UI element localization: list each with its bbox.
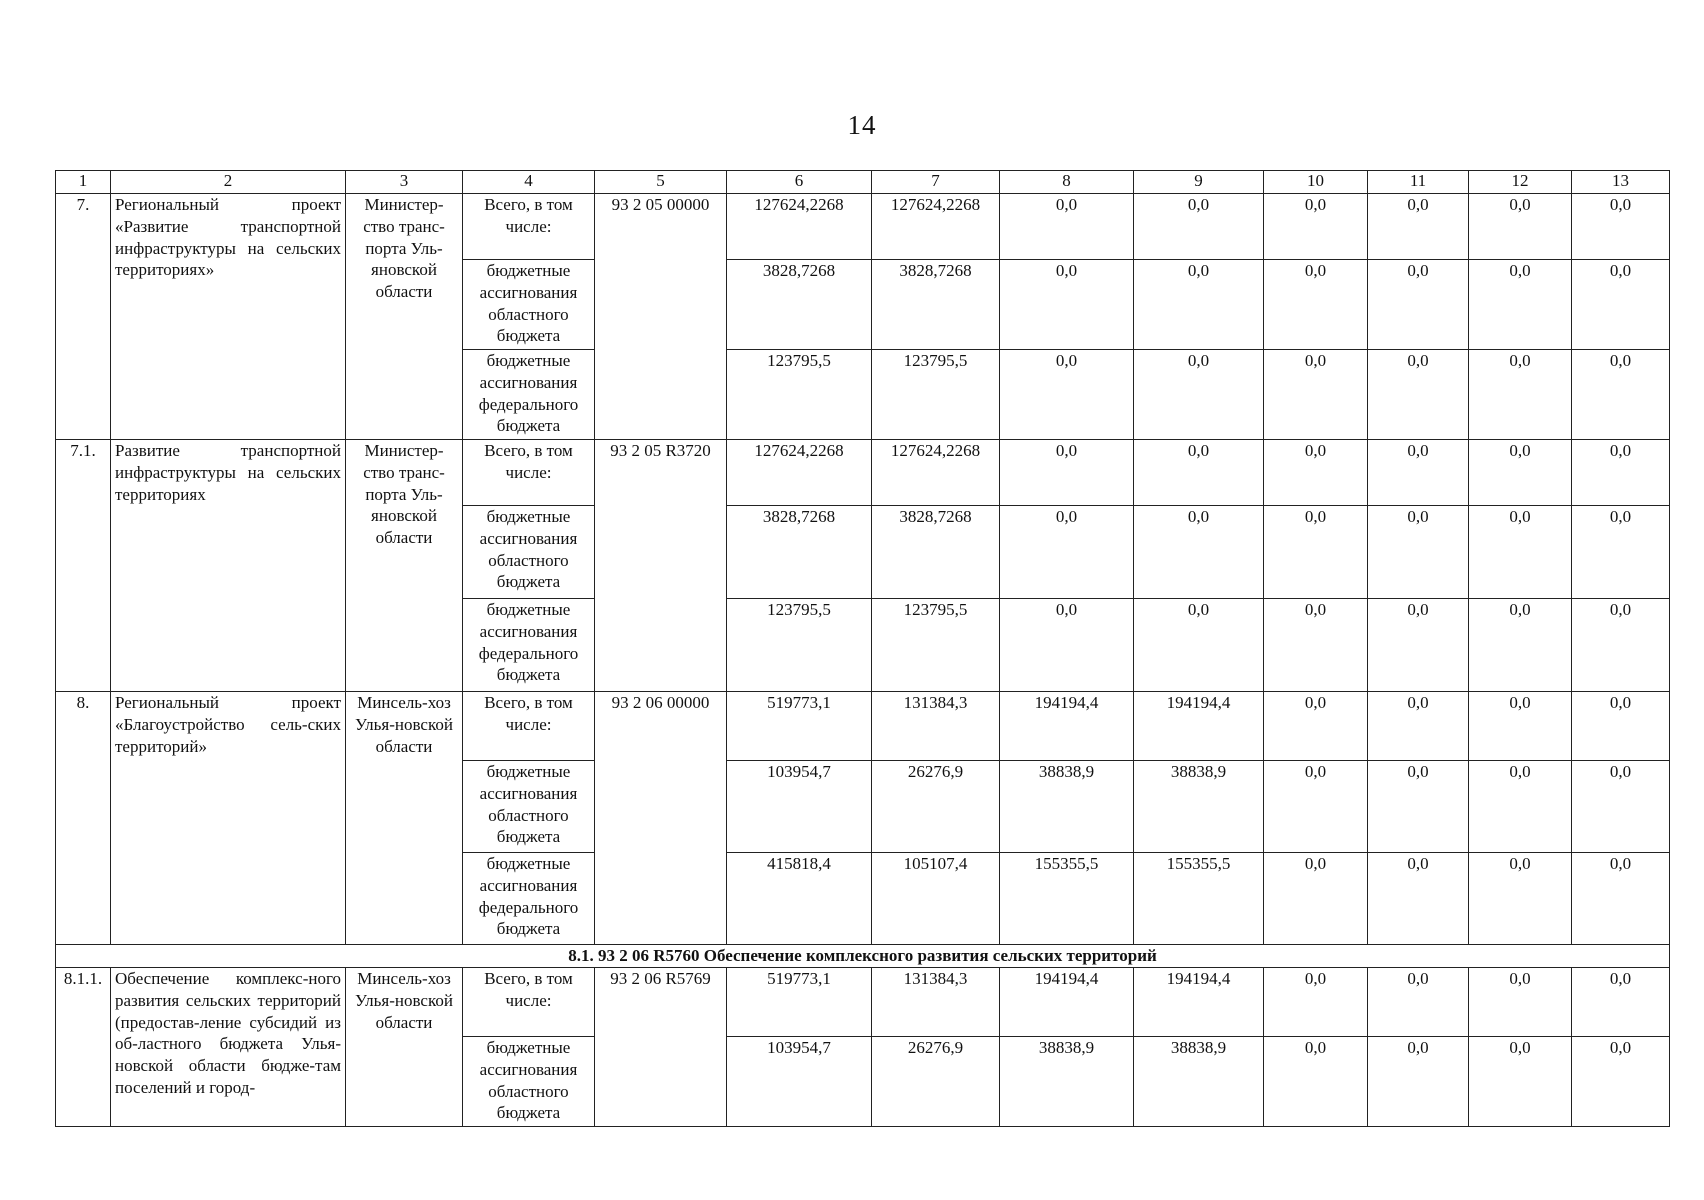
- value-cell: 0,0: [1572, 761, 1670, 853]
- value-cell: 0,0: [1264, 599, 1368, 692]
- value-cell: 127624,2268: [872, 440, 1000, 506]
- value-cell: 0,0: [1572, 968, 1670, 1037]
- row-kind: Всего, в том числе:: [463, 194, 595, 260]
- value-cell: 131384,3: [872, 968, 1000, 1037]
- value-cell: 519773,1: [727, 968, 872, 1037]
- value-cell: 0,0: [1000, 506, 1134, 599]
- row-kind: бюджетные ассигнования областного бюджета: [463, 1037, 595, 1127]
- value-cell: 0,0: [1469, 440, 1572, 506]
- value-cell: 103954,7: [727, 1037, 872, 1127]
- value-cell: 3828,7268: [872, 260, 1000, 350]
- value-cell: 155355,5: [1134, 853, 1264, 945]
- row-kind: бюджетные ассигнования областного бюджета: [463, 761, 595, 853]
- column-header: 1: [56, 171, 111, 194]
- value-cell: 194194,4: [1134, 968, 1264, 1037]
- value-cell: 0,0: [1134, 194, 1264, 260]
- row-name: Обеспечение комплекс-ного развития сельских территорий (предостав-ление субсидий из об-ластного бюджета Улья-новской области бюдже-там поселений и город-: [111, 968, 346, 1127]
- value-cell: 0,0: [1264, 692, 1368, 761]
- row-number: 7.1.: [56, 440, 111, 692]
- value-cell: 155355,5: [1000, 853, 1134, 945]
- value-cell: 0,0: [1572, 692, 1670, 761]
- row-kind: Всего, в том числе:: [463, 692, 595, 761]
- row-number: 8.: [56, 692, 111, 945]
- value-cell: 26276,9: [872, 761, 1000, 853]
- value-cell: 3828,7268: [872, 506, 1000, 599]
- value-cell: 127624,2268: [872, 194, 1000, 260]
- row-kind: Всего, в том числе:: [463, 440, 595, 506]
- row-number: 8.1.1.: [56, 968, 111, 1127]
- value-cell: 0,0: [1368, 692, 1469, 761]
- value-cell: 123795,5: [872, 599, 1000, 692]
- column-header: 3: [346, 171, 463, 194]
- column-header: 10: [1264, 171, 1368, 194]
- value-cell: 194194,4: [1000, 692, 1134, 761]
- row-code: 93 2 05 00000: [595, 194, 727, 440]
- row-name: Региональный проект «Благоустройство сель-ских территорий»: [111, 692, 346, 945]
- value-cell: 0,0: [1264, 260, 1368, 350]
- value-cell: 127624,2268: [727, 440, 872, 506]
- value-cell: 194194,4: [1134, 692, 1264, 761]
- row-executor: Министер-ство транс-порта Уль-яновской области: [346, 440, 463, 692]
- value-cell: 0,0: [1000, 599, 1134, 692]
- value-cell: 0,0: [1572, 440, 1670, 506]
- value-cell: 0,0: [1134, 506, 1264, 599]
- row-number: 7.: [56, 194, 111, 440]
- section-row: [56, 945, 1670, 968]
- value-cell: 0,0: [1134, 350, 1264, 440]
- row-name: Региональный проект «Развитие транспортной инфраструктуры на сельских территориях»: [111, 194, 346, 440]
- value-cell: 38838,9: [1000, 1037, 1134, 1127]
- value-cell: 194194,4: [1000, 968, 1134, 1037]
- value-cell: 123795,5: [727, 350, 872, 440]
- value-cell: 0,0: [1572, 599, 1670, 692]
- value-cell: 127624,2268: [727, 194, 872, 260]
- value-cell: 0,0: [1368, 1037, 1469, 1127]
- value-cell: 3828,7268: [727, 506, 872, 599]
- value-cell: 3828,7268: [727, 260, 872, 350]
- row-executor: Министер-ство транс-порта Уль-яновской области: [346, 194, 463, 440]
- value-cell: 0,0: [1134, 260, 1264, 350]
- column-header: 9: [1134, 171, 1264, 194]
- table-row: [56, 194, 1670, 260]
- value-cell: 131384,3: [872, 692, 1000, 761]
- value-cell: 0,0: [1368, 194, 1469, 260]
- value-cell: 0,0: [1264, 1037, 1368, 1127]
- row-code: 93 2 06 00000: [595, 692, 727, 945]
- value-cell: 0,0: [1572, 350, 1670, 440]
- column-header: 4: [463, 171, 595, 194]
- value-cell: 38838,9: [1000, 761, 1134, 853]
- value-cell: 103954,7: [727, 761, 872, 853]
- row-kind: бюджетные ассигнования федерального бюджета: [463, 599, 595, 692]
- value-cell: 0,0: [1469, 506, 1572, 599]
- column-header: 6: [727, 171, 872, 194]
- value-cell: 0,0: [1572, 260, 1670, 350]
- value-cell: 38838,9: [1134, 761, 1264, 853]
- value-cell: 415818,4: [727, 853, 872, 945]
- value-cell: 0,0: [1469, 761, 1572, 853]
- row-kind: бюджетные ассигнования областного бюджета: [463, 260, 595, 350]
- value-cell: 0,0: [1264, 194, 1368, 260]
- value-cell: 0,0: [1264, 853, 1368, 945]
- value-cell: 0,0: [1469, 260, 1572, 350]
- row-executor: Минсель-хоз Улья-новской области: [346, 692, 463, 945]
- value-cell: 0,0: [1134, 440, 1264, 506]
- table-row: [56, 968, 1670, 1037]
- value-cell: 123795,5: [727, 599, 872, 692]
- value-cell: 0,0: [1264, 968, 1368, 1037]
- value-cell: 0,0: [1264, 506, 1368, 599]
- page-number: 14: [847, 110, 877, 140]
- value-cell: 0,0: [1368, 968, 1469, 1037]
- value-cell: 0,0: [1469, 599, 1572, 692]
- row-executor: Минсель-хоз Улья-новской области: [346, 968, 463, 1127]
- column-header: 8: [1000, 171, 1134, 194]
- budget-table: [55, 170, 1670, 1127]
- table-row: [56, 440, 1670, 506]
- value-cell: 0,0: [1469, 853, 1572, 945]
- value-cell: 0,0: [1368, 853, 1469, 945]
- row-kind: бюджетные ассигнования федерального бюджета: [463, 350, 595, 440]
- value-cell: 26276,9: [872, 1037, 1000, 1127]
- column-header: 2: [111, 171, 346, 194]
- value-cell: 0,0: [1572, 506, 1670, 599]
- value-cell: 0,0: [1469, 350, 1572, 440]
- value-cell: 0,0: [1000, 350, 1134, 440]
- column-header: 13: [1572, 171, 1670, 194]
- table-body: [56, 194, 1670, 1127]
- value-cell: 0,0: [1368, 506, 1469, 599]
- value-cell: 0,0: [1469, 194, 1572, 260]
- value-cell: 519773,1: [727, 692, 872, 761]
- column-header: 11: [1368, 171, 1469, 194]
- value-cell: 0,0: [1368, 260, 1469, 350]
- value-cell: 123795,5: [872, 350, 1000, 440]
- header-row: [56, 171, 1670, 194]
- value-cell: 0,0: [1572, 194, 1670, 260]
- value-cell: 38838,9: [1134, 1037, 1264, 1127]
- value-cell: 0,0: [1469, 968, 1572, 1037]
- column-header: 7: [872, 171, 1000, 194]
- column-header: 12: [1469, 171, 1572, 194]
- value-cell: 0,0: [1572, 853, 1670, 945]
- value-cell: 0,0: [1368, 761, 1469, 853]
- value-cell: 0,0: [1368, 350, 1469, 440]
- value-cell: 0,0: [1469, 1037, 1572, 1127]
- column-header: 5: [595, 171, 727, 194]
- row-name: Развитие транспортной инфраструктуры на сельских территориях: [111, 440, 346, 692]
- value-cell: 0,0: [1000, 440, 1134, 506]
- row-kind: Всего, в том числе:: [463, 968, 595, 1037]
- value-cell: 0,0: [1368, 599, 1469, 692]
- table-row: [56, 692, 1670, 761]
- value-cell: 0,0: [1572, 1037, 1670, 1127]
- row-kind: бюджетные ассигнования федерального бюджета: [463, 853, 595, 945]
- value-cell: 0,0: [1264, 350, 1368, 440]
- value-cell: 0,0: [1368, 440, 1469, 506]
- value-cell: 0,0: [1000, 260, 1134, 350]
- section-heading: 8.1. 93 2 06 R5760 Обеспечение комплексного развития сельских территорий: [56, 945, 1670, 968]
- value-cell: 0,0: [1134, 599, 1264, 692]
- value-cell: 0,0: [1469, 692, 1572, 761]
- value-cell: 105107,4: [872, 853, 1000, 945]
- value-cell: 0,0: [1264, 440, 1368, 506]
- row-code: 93 2 06 R5769: [595, 968, 727, 1127]
- row-code: 93 2 05 R3720: [595, 440, 727, 692]
- value-cell: 0,0: [1000, 194, 1134, 260]
- row-kind: бюджетные ассигнования областного бюджета: [463, 506, 595, 599]
- value-cell: 0,0: [1264, 761, 1368, 853]
